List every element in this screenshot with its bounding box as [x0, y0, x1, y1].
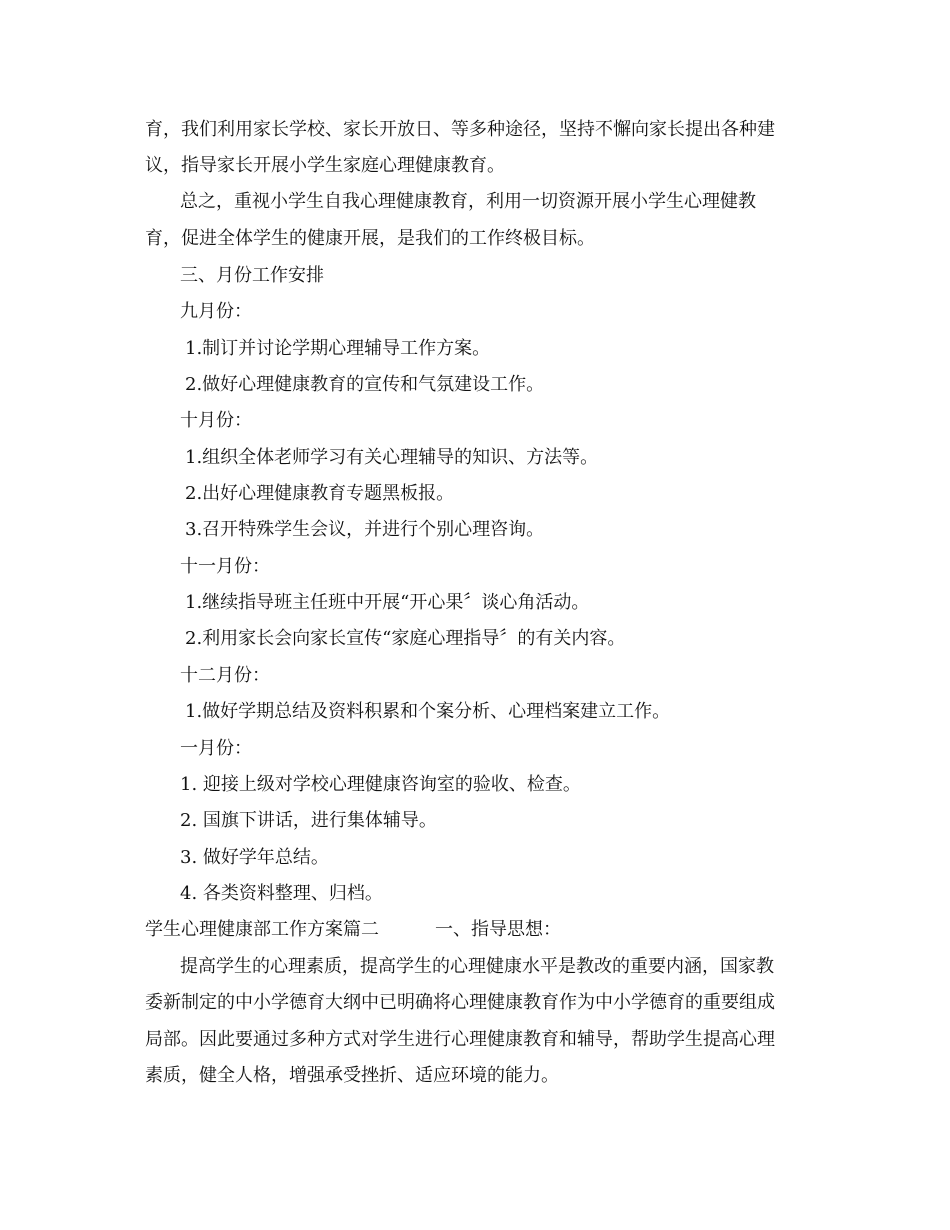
- paragraph-line: 总之，重视小学生自我心理健康教育，利用一切资源开展小学生心理健教: [180, 191, 756, 212]
- paragraph-line: 提高学生的心理素质，提高学生的心理健康水平是教改的重要内涵，国家教: [180, 956, 774, 977]
- list-item: 1.做好学期总结及资料积累和个案分析、心理档案建立工作。: [185, 701, 671, 722]
- paragraph-line: 委新制定的中小学德育大纲中已明确将心理健康教育作为中小学德育的重要组成: [145, 992, 775, 1013]
- list-item: 1. 迎接上级对学校心理健康咨询室的验收、检查。: [180, 774, 581, 795]
- section-title: 学生心理健康部工作方案篇二: [145, 919, 379, 940]
- month-heading-november: 十一月份：: [180, 556, 270, 577]
- month-heading-december: 十二月份：: [180, 665, 270, 686]
- list-item: 1.组织全体老师学习有关心理辅导的知识、方法等。: [185, 447, 599, 468]
- list-item: 2.出好心理健康教育专题黑板报。: [185, 483, 455, 504]
- month-heading-january: 一月份：: [180, 738, 252, 759]
- paragraph-line: 局部。因此要通过多种方式对学生进行心理健康教育和辅导，帮助学生提高心理: [145, 1029, 775, 1050]
- list-item: 2.利用家长会向家长宣传“家庭心理指导〞的有关内容。: [185, 628, 626, 649]
- section-heading-monthly: 三、月份工作安排: [180, 265, 324, 286]
- list-item: 3.召开特殊学生会议，并进行个别心理咨询。: [185, 519, 545, 540]
- list-item: 1.制订并讨论学期心理辅导工作方案。: [185, 338, 491, 359]
- list-item: 4. 各类资料整理、归档。: [180, 883, 383, 904]
- list-item: 2. 国旗下讲话，进行集体辅导。: [180, 810, 437, 831]
- section-heading: [145, 918, 561, 942]
- paragraph-line: 素质，健全人格，增强承受挫折、适应环境的能力。: [145, 1065, 559, 1086]
- paragraph-line: 育，我们利用家长学校、家长开放日、等多种途径，坚持不懈向家长提出各种建: [145, 119, 775, 140]
- list-item: 3. 做好学年总结。: [180, 847, 329, 868]
- paragraph-line: 议，指导家长开展小学生家庭心理健康教育。: [145, 155, 505, 176]
- list-item: 1.继续指导班主任班中开展“开心果〞谈心角活动。: [185, 592, 590, 613]
- month-heading-september: 九月份：: [180, 301, 252, 322]
- paragraph-line: 育，促进全体学生的健康开展，是我们的工作终极目标。: [145, 228, 595, 249]
- section-subtitle: 一、指导思想：: [435, 919, 561, 940]
- month-heading-october: 十月份：: [180, 410, 252, 431]
- list-item: 2.做好心理健康教育的宣传和气氛建设工作。: [185, 374, 545, 395]
